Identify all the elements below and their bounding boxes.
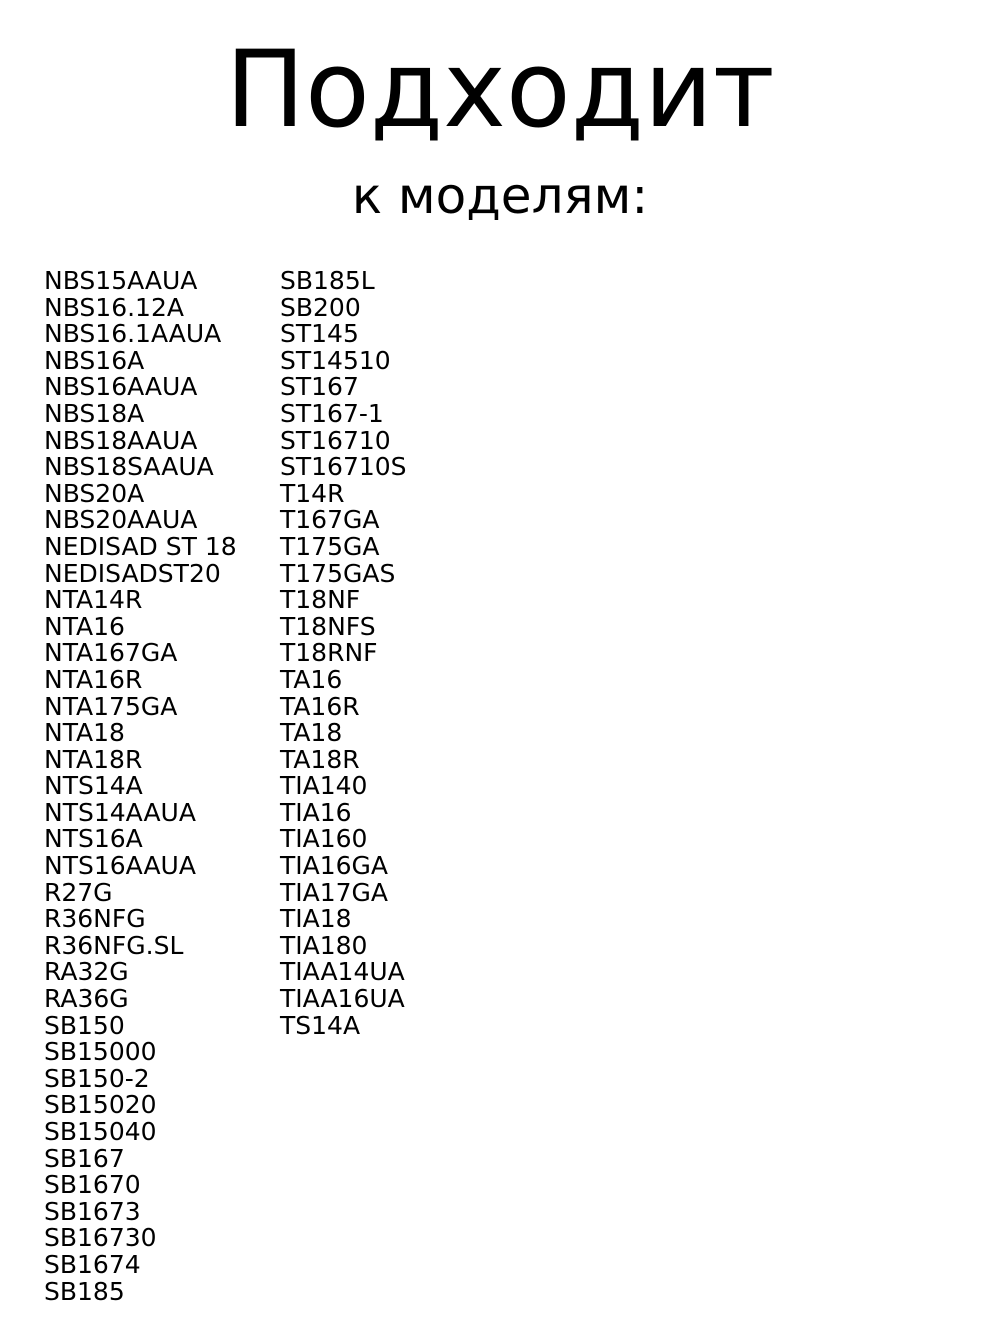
model-list-item: SB16730 (44, 1223, 157, 1253)
model-list-item: SB1673 (44, 1196, 141, 1226)
model-list-item: NEDISADST20 (44, 558, 221, 588)
model-list-item: SB1674 (44, 1249, 141, 1279)
model-list-item: SB15040 (44, 1117, 157, 1146)
model-list-item: SB15000 (44, 1037, 157, 1067)
model-list-item: T175GAS (280, 558, 396, 588)
model-list-item: NTA18 (44, 718, 125, 748)
model-list-item: SB185L (280, 266, 375, 295)
model-list-right (280, 268, 407, 1039)
model-list-item: TIA16 (280, 797, 352, 827)
model-list-item: NBS18SAAUA (44, 452, 214, 482)
model-list-item: ST14510 (280, 345, 391, 375)
model-list-item: NTS14AAUA (44, 797, 196, 827)
model-list-item: T18RNF (280, 638, 378, 668)
model-list-item: NBS16AAUA (44, 372, 198, 402)
model-list-item: NTA175GA (44, 691, 178, 721)
model-list-item: SB150-2 (44, 1063, 150, 1093)
model-list-item: ST167-1 (280, 398, 384, 428)
model-list-item: TA18 (280, 718, 343, 748)
model-list-item: NEDISAD ST 18 (44, 531, 237, 561)
model-list-item: TIA140 (280, 771, 368, 801)
model-list-item: R36NFG.SL (44, 930, 184, 960)
model-list-item: NTA16R (44, 664, 143, 694)
model-list-item: SB15020 (44, 1090, 157, 1120)
model-list-item: TA16 (280, 664, 343, 694)
model-list-item: NTA18R (44, 744, 143, 774)
model-list-item: NTA16 (44, 611, 125, 641)
model-list-item: TIA16GA (280, 851, 389, 881)
model-list-item: TA16R (280, 691, 360, 721)
model-list-item: T167GA (280, 505, 380, 535)
model-list-item: NTS16A (44, 824, 143, 854)
model-list-item: TA18R (280, 744, 360, 774)
model-list-item: NBS16.12A (44, 292, 184, 322)
model-list-item: NTA14R (44, 585, 143, 615)
model-list-item: NBS18A (44, 398, 145, 428)
model-list-item: ST145 (280, 319, 359, 349)
model-list-item: TIAA14UA (280, 957, 405, 987)
model-list-item: T14R (280, 478, 345, 508)
page-subtitle: к моделям: (351, 167, 649, 225)
model-list-item: NBS15AAUA (44, 266, 198, 295)
model-list-item: TIAA16UA (280, 984, 405, 1014)
model-list-item: RA36G (44, 984, 129, 1014)
model-list-item: ST16710 (280, 425, 391, 455)
model-list-item: NTA167GA (44, 638, 178, 668)
model-list-item: T18NFS (280, 611, 376, 641)
model-list-item: TS14A (280, 1010, 361, 1040)
model-list-item: TIA180 (280, 930, 368, 960)
model-list-left (44, 268, 237, 1305)
page-title: Подходит (225, 28, 775, 151)
model-list-item: R27G (44, 877, 113, 907)
model-list-item: R36NFG (44, 904, 146, 934)
model-list-item: SB185 (44, 1276, 125, 1306)
model-list-item: T18NF (280, 585, 361, 615)
model-list-item: NTS16AAUA (44, 851, 196, 881)
model-list-item: ST167 (280, 372, 359, 402)
model-list-item: T175GA (280, 531, 380, 561)
model-list-item: ST16710S (280, 452, 407, 482)
model-list-item: SB200 (280, 292, 361, 322)
model-list-item: SB167 (44, 1143, 125, 1173)
model-list-item: NBS16.1AAUA (44, 319, 222, 349)
model-list-item: NBS16A (44, 345, 145, 375)
model-list-item: SB150 (44, 1010, 125, 1040)
model-list-item: RA32G (44, 957, 129, 987)
model-list-item: TIA160 (280, 824, 368, 854)
model-list-item: NTS14A (44, 771, 143, 801)
model-list-item: TIA17GA (280, 877, 389, 907)
model-list-item: NBS20AAUA (44, 505, 198, 535)
model-list-item: SB1670 (44, 1170, 141, 1200)
model-list-item: NBS20A (44, 478, 145, 508)
model-list-item: TIA18 (280, 904, 352, 934)
model-list-item: NBS18AAUA (44, 425, 198, 455)
